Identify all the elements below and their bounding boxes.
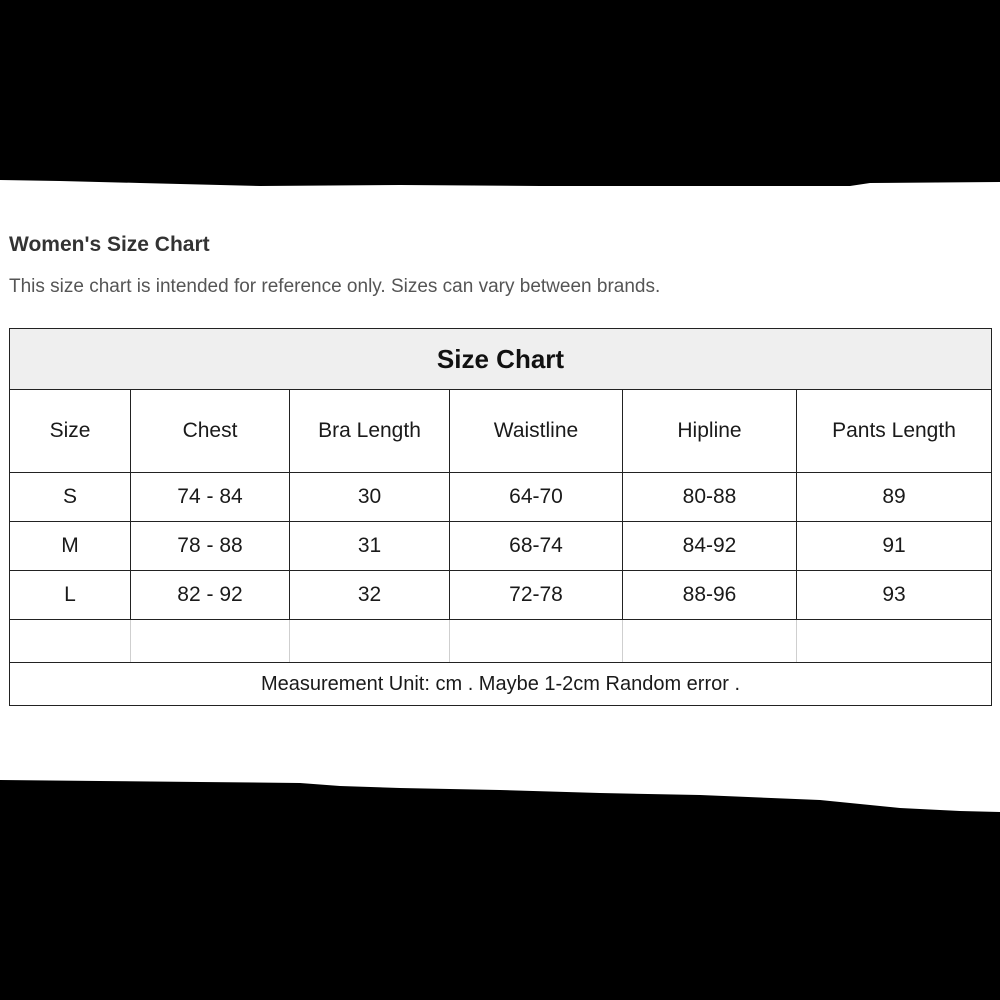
empty-cell [131, 620, 290, 663]
empty-cell [10, 620, 131, 663]
cell-hipline: 80-88 [623, 473, 797, 522]
cell-bra-length: 32 [290, 571, 450, 620]
cell-bra-length: 30 [290, 473, 450, 522]
column-header-pants-length: Pants Length [797, 390, 992, 473]
column-header-size: Size [10, 390, 131, 473]
empty-cell [290, 620, 450, 663]
size-chart-table [9, 328, 992, 706]
table-title: Size Chart [10, 329, 992, 390]
cell-size: M [10, 522, 131, 571]
column-header-hipline: Hipline [623, 390, 797, 473]
column-header-waistline: Waistline [450, 390, 623, 473]
empty-cell [450, 620, 623, 663]
table-row [10, 473, 992, 522]
cell-waistline: 68-74 [450, 522, 623, 571]
table-header-row [10, 390, 992, 473]
cell-chest: 82 - 92 [131, 571, 290, 620]
page-subtitle: This size chart is intended for reference only. Sizes can vary between brands. [9, 276, 661, 297]
measurement-note: Measurement Unit: cm . Maybe 1-2cm Random error . [10, 663, 992, 706]
table-row [10, 571, 992, 620]
cell-chest: 78 - 88 [131, 522, 290, 571]
cell-waistline: 72-78 [450, 571, 623, 620]
table-row [10, 522, 992, 571]
cell-waistline: 64-70 [450, 473, 623, 522]
empty-table-row [10, 620, 992, 663]
table-note-row [10, 663, 992, 706]
column-header-chest: Chest [131, 390, 290, 473]
column-header-bra-length: Bra Length [290, 390, 450, 473]
cell-pants-length: 89 [797, 473, 992, 522]
cell-hipline: 88-96 [623, 571, 797, 620]
cell-size: L [10, 571, 131, 620]
cell-pants-length: 91 [797, 522, 992, 571]
empty-cell [797, 620, 992, 663]
page-title: Women's Size Chart [9, 233, 210, 256]
cell-pants-length: 93 [797, 571, 992, 620]
empty-cell [623, 620, 797, 663]
cell-chest: 74 - 84 [131, 473, 290, 522]
cell-size: S [10, 473, 131, 522]
cell-bra-length: 31 [290, 522, 450, 571]
cell-hipline: 84-92 [623, 522, 797, 571]
